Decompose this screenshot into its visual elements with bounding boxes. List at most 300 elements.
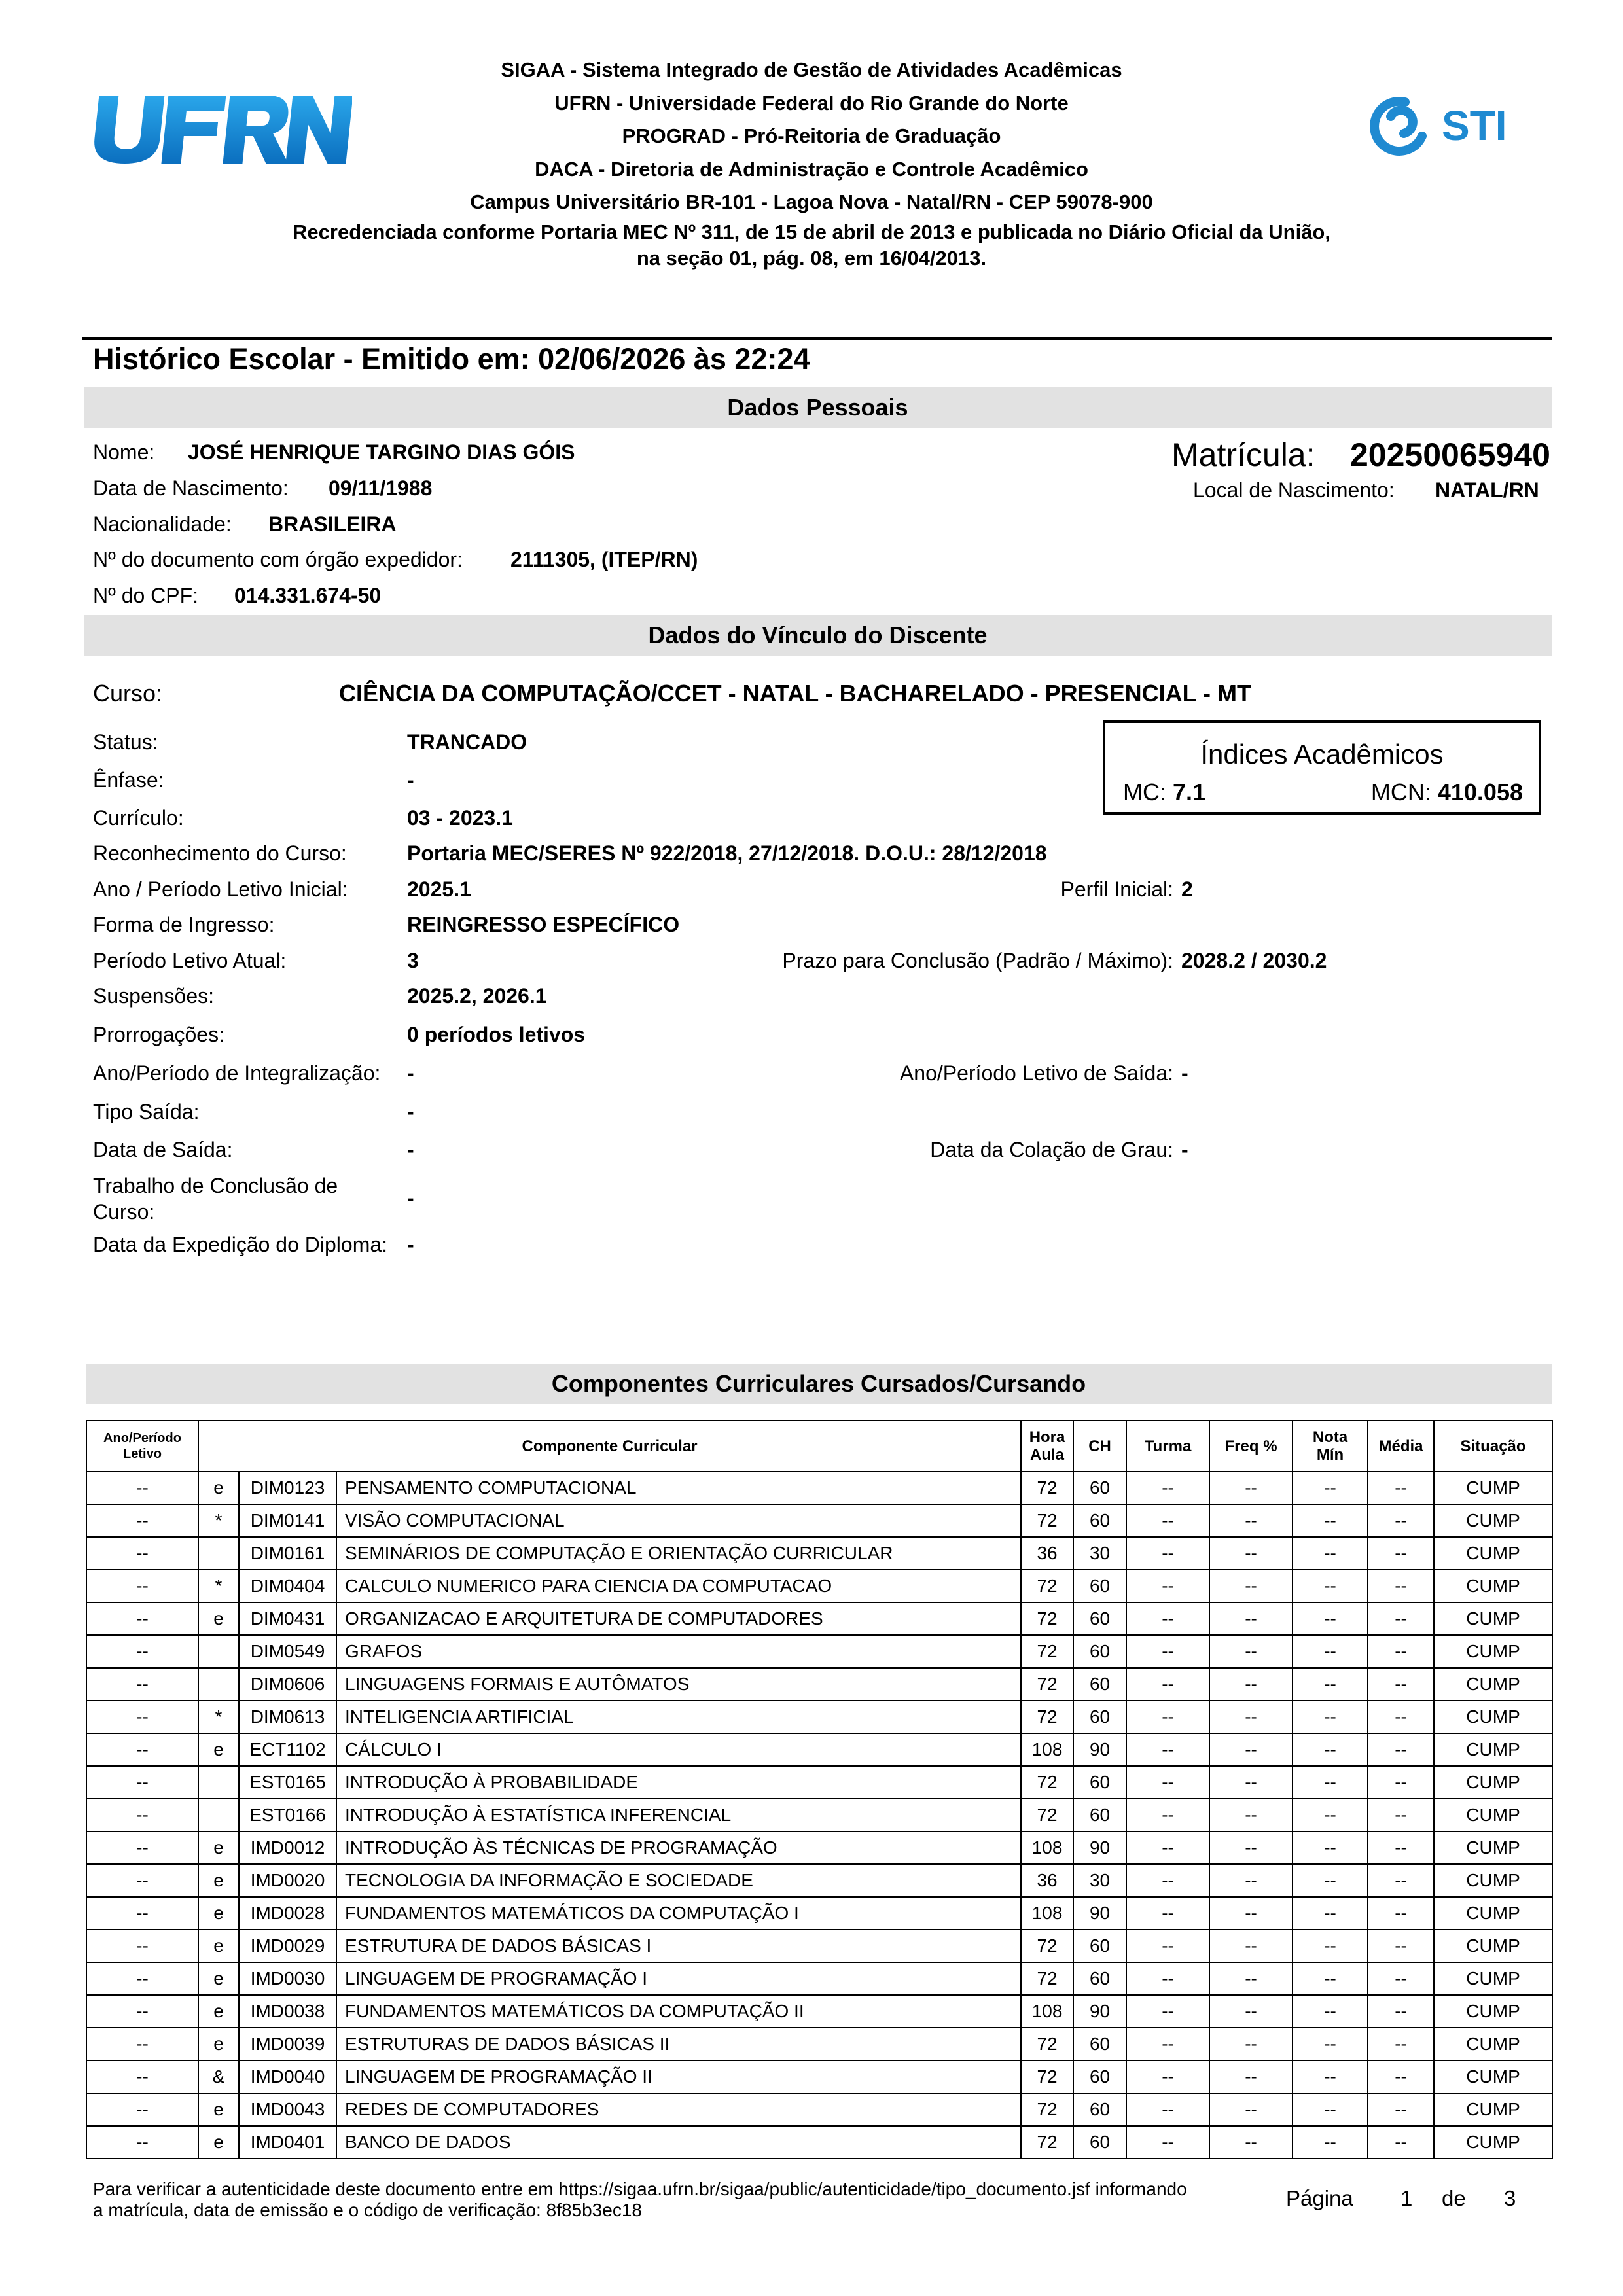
cell-code: DIM0161: [239, 1537, 336, 1570]
page-label: Página: [1286, 2186, 1353, 2210]
cell-nota-min: --: [1293, 1570, 1368, 1602]
cell-situacao: CUMP: [1434, 2028, 1552, 2060]
header-line-secao: na seção 01, pág. 08, em 16/04/2013.: [636, 246, 987, 270]
cell-situacao: CUMP: [1434, 1635, 1552, 1668]
ano-inicial-label: Ano / Período Letivo Inicial:: [93, 877, 348, 901]
cell-freq: --: [1209, 1831, 1293, 1864]
cell-component-name: FUNDAMENTOS MATEMÁTICOS DA COMPUTAÇÃO II: [336, 1995, 1021, 2028]
cell-component-name: CALCULO NUMERICO PARA CIENCIA DA COMPUTACAO: [336, 1570, 1021, 1602]
matricula-value: 20250065940: [1350, 436, 1550, 473]
verification-line2: a matrícula, data de emissão e o código de verificação: 8f85b3ec18: [93, 2200, 642, 2220]
cell-turma: --: [1126, 1995, 1209, 2028]
cell-hora-aula: 72: [1021, 1472, 1073, 1504]
cell-ch: 90: [1073, 1733, 1126, 1766]
cell-situacao: CUMP: [1434, 1472, 1552, 1504]
cell-turma: --: [1126, 1504, 1209, 1537]
table-row: [86, 1897, 1552, 1930]
saida-periodo-value: -: [1181, 1061, 1188, 1085]
cell-hora-aula: 72: [1021, 1602, 1073, 1635]
cell-ano-periodo: --: [86, 2093, 198, 2126]
table-row: [86, 1537, 1552, 1570]
cell-media: --: [1368, 1995, 1434, 2028]
mc-value: 7.1: [1173, 779, 1206, 805]
cell-flag: *: [198, 1701, 239, 1733]
cell-component-name: VISÃO COMPUTACIONAL: [336, 1504, 1021, 1537]
mc-label: MC:: [1123, 779, 1166, 805]
cell-flag: *: [198, 1504, 239, 1537]
componentes-table-body: [86, 1472, 1552, 2159]
cell-turma: --: [1126, 2126, 1209, 2159]
cell-ano-periodo: --: [86, 2028, 198, 2060]
cell-ano-periodo: --: [86, 1504, 198, 1537]
cell-component-name: ESTRUTURAS DE DADOS BÁSICAS II: [336, 2028, 1021, 2060]
cell-turma: --: [1126, 1602, 1209, 1635]
cell-freq: --: [1209, 1668, 1293, 1701]
cell-media: --: [1368, 1570, 1434, 1602]
cell-media: --: [1368, 1701, 1434, 1733]
cell-media: --: [1368, 2060, 1434, 2093]
cell-ano-periodo: --: [86, 1897, 198, 1930]
sti-logo-text: STI: [1442, 102, 1507, 149]
cell-flag: e: [198, 1962, 239, 1995]
table-row: [86, 1733, 1552, 1766]
cell-code: IMD0029: [239, 1930, 336, 1962]
table-row: [86, 1668, 1552, 1701]
cell-hora-aula: 72: [1021, 1766, 1073, 1799]
cell-media: --: [1368, 1472, 1434, 1504]
matricula-label: Matrícula:: [1171, 436, 1315, 473]
cell-ch: 90: [1073, 1897, 1126, 1930]
cell-turma: --: [1126, 1668, 1209, 1701]
cell-freq: --: [1209, 2093, 1293, 2126]
cell-turma: --: [1126, 1799, 1209, 1831]
tcc-label-line1: Trabalho de Conclusão de: [93, 1174, 338, 1197]
cell-ano-periodo: --: [86, 1570, 198, 1602]
header-line-recredenciada: Recredenciada conforme Portaria MEC Nº 311, de 15 de abril de 2013 e publicada no Diário Oficial da União,: [293, 220, 1330, 243]
cell-ch: 60: [1073, 1602, 1126, 1635]
cell-ch: 90: [1073, 1995, 1126, 2028]
cell-ano-periodo: --: [86, 1733, 198, 1766]
cell-ch: 60: [1073, 1635, 1126, 1668]
cell-ano-periodo: --: [86, 1831, 198, 1864]
cell-flag: [198, 1537, 239, 1570]
cell-situacao: CUMP: [1434, 1733, 1552, 1766]
header-line-prograd: PROGRAD - Pró-Reitoria de Graduação: [622, 124, 1001, 147]
section-vinculo: Dados do Vínculo do Discente: [84, 615, 1552, 656]
cell-media: --: [1368, 1799, 1434, 1831]
cell-nota-min: --: [1293, 1668, 1368, 1701]
section-componentes: Componentes Curriculares Cursados/Cursando: [86, 1364, 1552, 1404]
cell-media: --: [1368, 1504, 1434, 1537]
cell-turma: --: [1126, 1831, 1209, 1864]
cell-ano-periodo: --: [86, 2126, 198, 2159]
cell-code: DIM0549: [239, 1635, 336, 1668]
cell-code: EST0166: [239, 1799, 336, 1831]
colacao-label: Data da Colação de Grau:: [930, 1138, 1173, 1161]
title-rule: [82, 337, 1552, 340]
cell-code: EST0165: [239, 1766, 336, 1799]
cell-freq: --: [1209, 1733, 1293, 1766]
reconhecimento-value: Portaria MEC/SERES Nº 922/2018, 27/12/2018. D.O.U.: 28/12/2018: [407, 841, 1047, 865]
cell-freq: --: [1209, 1766, 1293, 1799]
page-total: 3: [1504, 2186, 1516, 2210]
col-ano-periodo: [86, 1421, 198, 1472]
table-header-row: [86, 1421, 1552, 1472]
cell-freq: --: [1209, 2126, 1293, 2159]
cell-turma: --: [1126, 2093, 1209, 2126]
cell-code: IMD0038: [239, 1995, 336, 2028]
cell-freq: --: [1209, 1864, 1293, 1897]
cell-ch: 60: [1073, 2028, 1126, 2060]
cell-flag: [198, 1799, 239, 1831]
cell-flag: [198, 1668, 239, 1701]
tipo-saida-label: Tipo Saída:: [93, 1100, 200, 1123]
cell-situacao: CUMP: [1434, 2060, 1552, 2093]
cell-turma: --: [1126, 1733, 1209, 1766]
header-line-daca: DACA - Diretoria de Administração e Controle Acadêmico: [535, 157, 1088, 181]
mcn-label: MCN:: [1370, 779, 1431, 805]
cell-ano-periodo: --: [86, 1799, 198, 1831]
tcc-label-line2: Curso:: [93, 1200, 155, 1224]
cell-ch: 60: [1073, 1570, 1126, 1602]
cell-component-name: ESTRUTURA DE DADOS BÁSICAS I: [336, 1930, 1021, 1962]
col-nota-line1: Nota: [1312, 1428, 1348, 1446]
integralizacao-value: -: [407, 1061, 414, 1085]
cell-freq: --: [1209, 1602, 1293, 1635]
periodo-atual-value: 3: [407, 949, 419, 972]
table-row: [86, 1602, 1552, 1635]
cell-flag: e: [198, 2126, 239, 2159]
cpf-label: Nº do CPF:: [93, 584, 199, 607]
integralizacao-label: Ano/Período de Integralização:: [93, 1061, 381, 1085]
cell-ano-periodo: --: [86, 1962, 198, 1995]
cell-code: IMD0020: [239, 1864, 336, 1897]
ingresso-label: Forma de Ingresso:: [93, 913, 275, 936]
col-turma: Turma: [1126, 1421, 1209, 1472]
cell-nota-min: --: [1293, 1701, 1368, 1733]
indices-title: Índices Acadêmicos: [1200, 739, 1444, 769]
cell-turma: --: [1126, 1930, 1209, 1962]
col-media: Média: [1368, 1421, 1434, 1472]
cell-media: --: [1368, 1930, 1434, 1962]
cell-flag: e: [198, 1733, 239, 1766]
cell-hora-aula: 72: [1021, 2028, 1073, 2060]
data-saida-label: Data de Saída:: [93, 1138, 233, 1161]
cell-freq: --: [1209, 1962, 1293, 1995]
cell-component-name: FUNDAMENTOS MATEMÁTICOS DA COMPUTAÇÃO I: [336, 1897, 1021, 1930]
nacionalidade-value: BRASILEIRA: [268, 512, 397, 536]
cell-code: DIM0141: [239, 1504, 336, 1537]
cell-code: IMD0040: [239, 2060, 336, 2093]
cell-hora-aula: 72: [1021, 2060, 1073, 2093]
verification-line1: Para verificar a autenticidade deste documento entre em https://sigaa.ufrn.br/sigaa/public/autenticidade/tipo_documento.jsf informando: [93, 2179, 1187, 2199]
cell-hora-aula: 108: [1021, 1995, 1073, 2028]
cell-hora-aula: 36: [1021, 1537, 1073, 1570]
table-row: [86, 1930, 1552, 1962]
cell-situacao: CUMP: [1434, 1570, 1552, 1602]
cell-ano-periodo: --: [86, 1602, 198, 1635]
cell-nota-min: --: [1293, 2126, 1368, 2159]
status-value: TRANCADO: [407, 730, 527, 754]
cell-media: --: [1368, 2126, 1434, 2159]
table-row: [86, 2060, 1552, 2093]
mcn-indicator: [1371, 778, 1523, 807]
table-row: [86, 1570, 1552, 1602]
tcc-value: -: [407, 1186, 414, 1210]
cell-component-name: INTELIGENCIA ARTIFICIAL: [336, 1701, 1021, 1733]
componentes-table: [86, 1420, 1553, 2159]
cell-situacao: CUMP: [1434, 1864, 1552, 1897]
enfase-value: -: [407, 768, 414, 792]
cell-flag: e: [198, 1995, 239, 2028]
table-row: [86, 1799, 1552, 1831]
cell-hora-aula: 72: [1021, 1701, 1073, 1733]
cell-ch: 60: [1073, 2060, 1126, 2093]
table-row: [86, 1766, 1552, 1799]
cell-situacao: CUMP: [1434, 1995, 1552, 2028]
col-nota-min: [1293, 1421, 1368, 1472]
cell-nota-min: --: [1293, 1864, 1368, 1897]
col-componente: Componente Curricular: [198, 1421, 1021, 1472]
cell-component-name: SEMINÁRIOS DE COMPUTAÇÃO E ORIENTAÇÃO CURRICULAR: [336, 1537, 1021, 1570]
cell-ch: 60: [1073, 2093, 1126, 2126]
cell-turma: --: [1126, 1962, 1209, 1995]
cell-code: IMD0043: [239, 2093, 336, 2126]
cell-nota-min: --: [1293, 2093, 1368, 2126]
institution-header: [249, 54, 1374, 272]
cell-nota-min: --: [1293, 1995, 1368, 2028]
col-hora-aula: [1021, 1421, 1073, 1472]
cell-flag: e: [198, 2028, 239, 2060]
page-of: de: [1442, 2186, 1466, 2210]
cell-situacao: CUMP: [1434, 1766, 1552, 1799]
header-line-sigaa: SIGAA - Sistema Integrado de Gestão de Atividades Acadêmicas: [501, 58, 1122, 81]
section-dados-pessoais: Dados Pessoais: [84, 387, 1552, 428]
cell-flag: [198, 1766, 239, 1799]
mc-indicator: [1123, 778, 1205, 807]
curso-value: CIÊNCIA DA COMPUTAÇÃO/CCET - NATAL - BACHARELADO - PRESENCIAL - MT: [339, 680, 1251, 707]
cell-ano-periodo: --: [86, 1930, 198, 1962]
cell-code: IMD0012: [239, 1831, 336, 1864]
cell-nota-min: --: [1293, 1930, 1368, 1962]
cell-hora-aula: 72: [1021, 1930, 1073, 1962]
cell-component-name: LINGUAGEM DE PROGRAMAÇÃO II: [336, 2060, 1021, 2093]
document-title: Histórico Escolar - Emitido em: 02/06/2026 às 22:24: [93, 342, 810, 376]
cell-flag: e: [198, 1831, 239, 1864]
cell-code: DIM0404: [239, 1570, 336, 1602]
enfase-label: Ênfase:: [93, 768, 164, 792]
data-saida-value: -: [407, 1138, 414, 1161]
cell-component-name: LINGUAGEM DE PROGRAMAÇÃO I: [336, 1962, 1021, 1995]
cell-component-name: BANCO DE DADOS: [336, 2126, 1021, 2159]
cell-freq: --: [1209, 1635, 1293, 1668]
cell-situacao: CUMP: [1434, 1504, 1552, 1537]
table-row: [86, 1635, 1552, 1668]
cell-ano-periodo: --: [86, 1995, 198, 2028]
cell-component-name: TECNOLOGIA DA INFORMAÇÃO E SOCIEDADE: [336, 1864, 1021, 1897]
cell-nota-min: --: [1293, 2060, 1368, 2093]
cell-nota-min: --: [1293, 1504, 1368, 1537]
col-nota-line2: Mín: [1316, 1446, 1344, 1464]
cell-ch: 60: [1073, 1799, 1126, 1831]
ingresso-value: REINGRESSO ESPECÍFICO: [407, 913, 680, 936]
perfil-value: 2: [1181, 877, 1193, 901]
cell-situacao: CUMP: [1434, 1537, 1552, 1570]
tipo-saida-value: -: [407, 1100, 414, 1123]
local-nascimento-label: Local de Nascimento:: [1193, 478, 1395, 502]
col-situacao: Situação: [1434, 1421, 1552, 1472]
cell-media: --: [1368, 1766, 1434, 1799]
cell-media: --: [1368, 2028, 1434, 2060]
cell-turma: --: [1126, 1635, 1209, 1668]
table-row: [86, 1962, 1552, 1995]
cell-media: --: [1368, 1897, 1434, 1930]
cell-media: --: [1368, 1602, 1434, 1635]
cell-freq: --: [1209, 1472, 1293, 1504]
prazo-label: Prazo para Conclusão (Padrão / Máximo):: [782, 949, 1173, 972]
cell-flag: e: [198, 2093, 239, 2126]
cell-code: IMD0030: [239, 1962, 336, 1995]
cell-ano-periodo: --: [86, 1864, 198, 1897]
cell-situacao: CUMP: [1434, 1831, 1552, 1864]
cell-ano-periodo: --: [86, 1701, 198, 1733]
prorrogacoes-label: Prorrogações:: [93, 1023, 224, 1046]
cell-flag: e: [198, 1930, 239, 1962]
cell-freq: --: [1209, 1504, 1293, 1537]
status-label: Status:: [93, 730, 158, 754]
cell-turma: --: [1126, 1897, 1209, 1930]
verification-note: [93, 2179, 1187, 2221]
cell-turma: --: [1126, 1766, 1209, 1799]
cell-ano-periodo: --: [86, 2060, 198, 2093]
cell-component-name: REDES DE COMPUTADORES: [336, 2093, 1021, 2126]
cell-component-name: INTRODUÇÃO À PROBABILIDADE: [336, 1766, 1021, 1799]
sti-logo: [1364, 90, 1525, 162]
nacionalidade-label: Nacionalidade:: [93, 512, 232, 536]
cell-flag: [198, 1635, 239, 1668]
expedicao-label: Data da Expedição do Diploma:: [93, 1233, 388, 1256]
periodo-atual-label: Período Letivo Atual:: [93, 949, 287, 972]
cell-nota-min: --: [1293, 1733, 1368, 1766]
cell-ch: 30: [1073, 1864, 1126, 1897]
cell-ch: 60: [1073, 1668, 1126, 1701]
cell-situacao: CUMP: [1434, 1668, 1552, 1701]
curriculo-value: 03 - 2023.1: [407, 806, 513, 830]
cell-freq: --: [1209, 1537, 1293, 1570]
cell-nota-min: --: [1293, 1472, 1368, 1504]
col-ch: CH: [1073, 1421, 1126, 1472]
documento-label: Nº do documento com órgão expedidor:: [93, 548, 463, 571]
cell-nota-min: --: [1293, 1962, 1368, 1995]
cell-turma: --: [1126, 1701, 1209, 1733]
table-row: [86, 1472, 1552, 1504]
cell-ch: 60: [1073, 1962, 1126, 1995]
cell-component-name: INTRODUÇÃO ÀS TÉCNICAS DE PROGRAMAÇÃO: [336, 1831, 1021, 1864]
col-hora-line2: Aula: [1030, 1446, 1065, 1464]
nome-value: JOSÉ HENRIQUE TARGINO DIAS GÓIS: [188, 440, 575, 464]
prorrogacoes-value: 0 períodos letivos: [407, 1023, 586, 1046]
cell-media: --: [1368, 2093, 1434, 2126]
cell-media: --: [1368, 1864, 1434, 1897]
cell-component-name: CÁLCULO I: [336, 1733, 1021, 1766]
cell-code: DIM0431: [239, 1602, 336, 1635]
cell-ch: 60: [1073, 1930, 1126, 1962]
nome-label: Nome:: [93, 440, 155, 464]
cell-freq: --: [1209, 1799, 1293, 1831]
cell-ch: 60: [1073, 2126, 1126, 2159]
curriculo-label: Currículo:: [93, 806, 184, 830]
header-line-campus: Campus Universitário BR-101 - Lagoa Nova - Natal/RN - CEP 59078-900: [470, 190, 1153, 213]
cell-flag: e: [198, 1472, 239, 1504]
cell-hora-aula: 72: [1021, 2093, 1073, 2126]
cell-hora-aula: 72: [1021, 1635, 1073, 1668]
cell-situacao: CUMP: [1434, 2126, 1552, 2159]
cell-media: --: [1368, 1962, 1434, 1995]
cell-media: --: [1368, 1635, 1434, 1668]
cell-hora-aula: 72: [1021, 1570, 1073, 1602]
cell-situacao: CUMP: [1434, 1701, 1552, 1733]
cell-nota-min: --: [1293, 1635, 1368, 1668]
cell-hora-aula: 72: [1021, 1504, 1073, 1537]
cell-ch: 60: [1073, 1701, 1126, 1733]
nascimento-label: Data de Nascimento:: [93, 476, 289, 500]
cell-code: DIM0123: [239, 1472, 336, 1504]
expedicao-value: -: [407, 1233, 414, 1256]
cell-media: --: [1368, 1733, 1434, 1766]
colacao-value: -: [1181, 1138, 1188, 1161]
cell-freq: --: [1209, 2060, 1293, 2093]
cell-ano-periodo: --: [86, 1635, 198, 1668]
cell-situacao: CUMP: [1434, 1930, 1552, 1962]
cell-ch: 90: [1073, 1831, 1126, 1864]
col-ano-line1: Ano/Período: [103, 1431, 181, 1445]
table-row: [86, 1701, 1552, 1733]
cell-hora-aula: 72: [1021, 1668, 1073, 1701]
cell-situacao: CUMP: [1434, 1602, 1552, 1635]
cell-hora-aula: 72: [1021, 2126, 1073, 2159]
cell-ch: 60: [1073, 1504, 1126, 1537]
saida-periodo-label: Ano/Período Letivo de Saída:: [899, 1061, 1173, 1085]
documento-value: 2111305, (ITEP/RN): [510, 548, 698, 571]
reconhecimento-label: Reconhecimento do Curso:: [93, 841, 347, 865]
table-row: [86, 2028, 1552, 2060]
cell-component-name: GRAFOS: [336, 1635, 1021, 1668]
indices-academicos-box: [1103, 720, 1541, 815]
cell-freq: --: [1209, 2028, 1293, 2060]
cell-situacao: CUMP: [1434, 1897, 1552, 1930]
cell-ch: 60: [1073, 1472, 1126, 1504]
cell-media: --: [1368, 1668, 1434, 1701]
cell-component-name: PENSAMENTO COMPUTACIONAL: [336, 1472, 1021, 1504]
cell-code: DIM0613: [239, 1701, 336, 1733]
cell-freq: --: [1209, 1701, 1293, 1733]
cell-ch: 30: [1073, 1537, 1126, 1570]
nascimento-value: 09/11/1988: [329, 476, 433, 500]
cell-component-name: INTRODUÇÃO À ESTATÍSTICA INFERENCIAL: [336, 1799, 1021, 1831]
cell-media: --: [1368, 1537, 1434, 1570]
cell-nota-min: --: [1293, 1766, 1368, 1799]
cell-component-name: ORGANIZACAO E ARQUITETURA DE COMPUTADORES: [336, 1602, 1021, 1635]
cell-turma: --: [1126, 1864, 1209, 1897]
cell-nota-min: --: [1293, 1537, 1368, 1570]
cell-freq: --: [1209, 1995, 1293, 2028]
suspensoes-label: Suspensões:: [93, 984, 215, 1008]
cell-flag: *: [198, 1570, 239, 1602]
cell-hora-aula: 36: [1021, 1864, 1073, 1897]
cell-situacao: CUMP: [1434, 1799, 1552, 1831]
table-row: [86, 2093, 1552, 2126]
table-row: [86, 1831, 1552, 1864]
